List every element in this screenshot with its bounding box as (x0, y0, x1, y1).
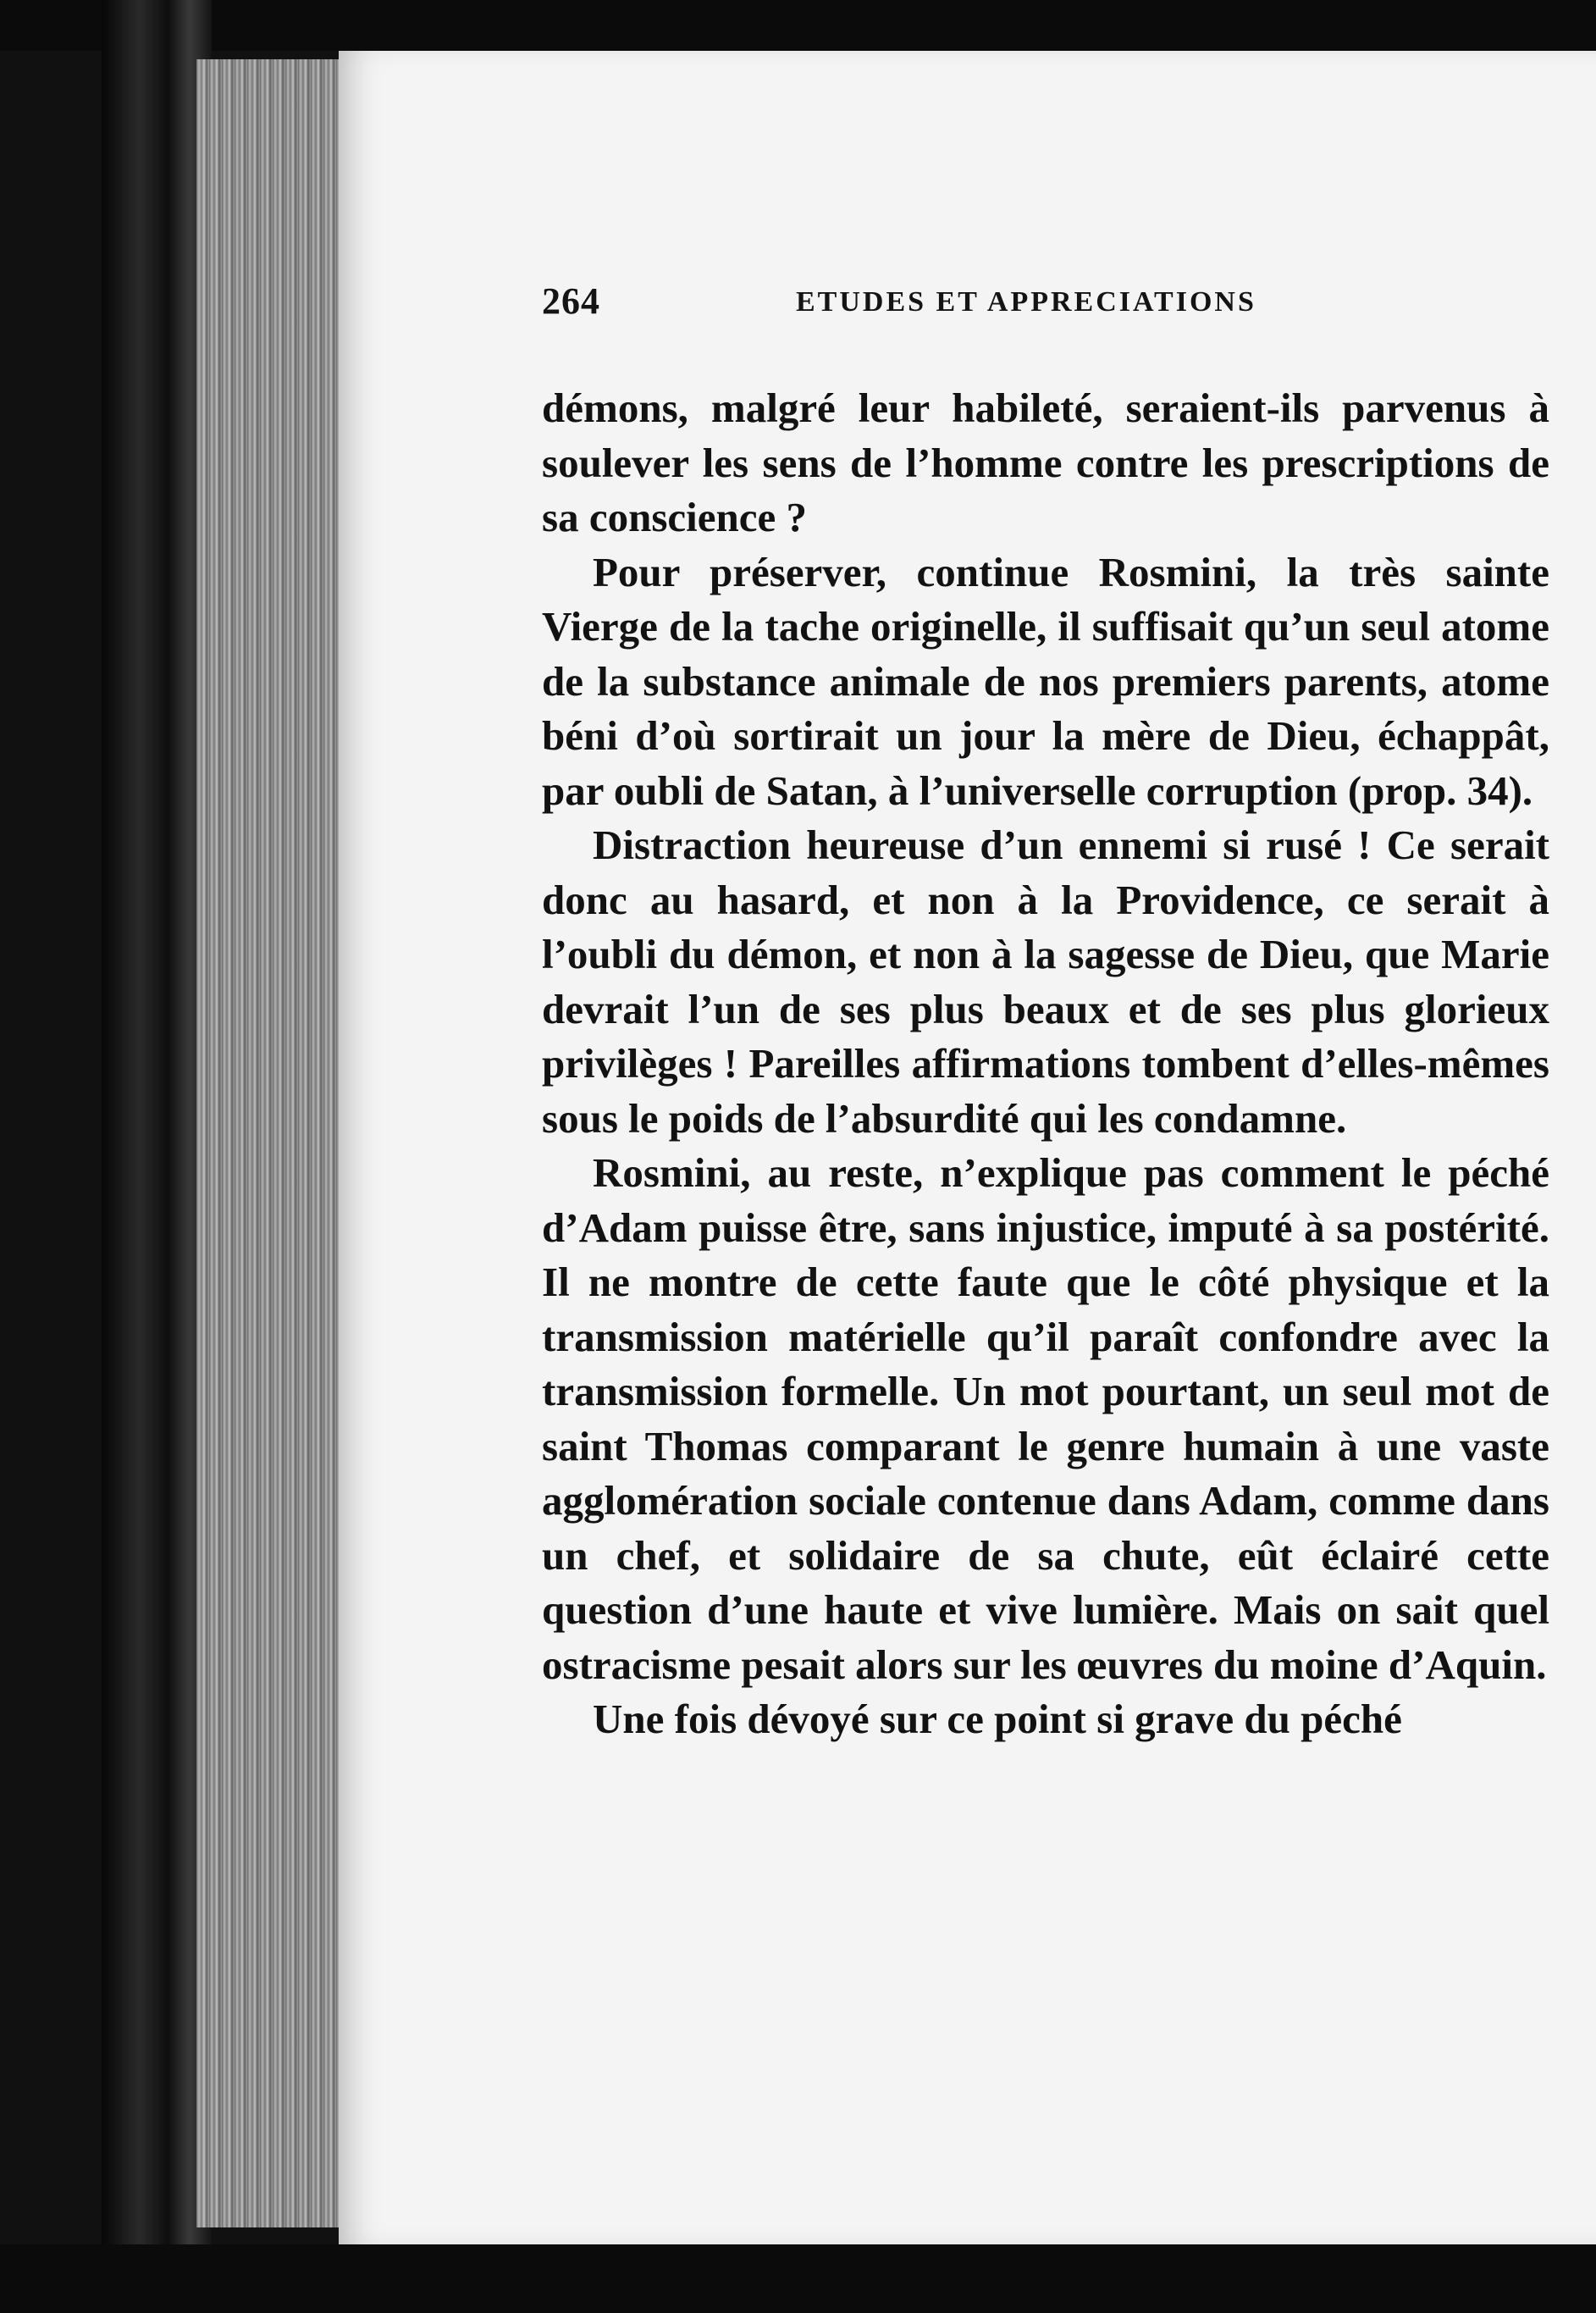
running-head: ETUDES ET APPRECIATIONS (796, 286, 1256, 318)
page-header (542, 279, 1558, 330)
paragraph-4: Rosmini, au reste, n’explique pas comment le péché d’Adam puisse être, sans injustice, imputé à sa postérité. Il ne montre de cette faute que le côté physique et la transmission matérielle qu’il paraît confondre avec la transmission formelle. Un mot pourtant, un seul mot de saint Thomas comparant le genre humain à une vaste agglomération sociale contenue dans Adam, comme dans un chef, et solidaire de sa chute, eût éclairé cette question d’une haute et vive lumière. Mais on sait quel ostracisme pesait alors sur les œuvres du moine d’Aquin. (542, 1149, 1549, 1688)
paragraph-1: démons, malgré leur habileté, seraient-ils parvenus à soulever les sens de l’homme contre les prescriptions de sa conscience ? (542, 385, 1549, 540)
paragraph-5: Une fois dévoyé sur ce point si grave du péché (593, 1696, 1402, 1742)
scan-background-bottom (0, 2244, 1596, 2313)
scan-background-top (0, 0, 1596, 51)
body-text (542, 381, 1549, 1747)
page-number: 264 (542, 280, 600, 322)
paragraph-2: Pour préserver, continue Rosmini, la très sainte Vierge de la tache originelle, il suffisait qu’un seul atome de la substance animale de nos premiers parents, atome béni d’où sortirait un jour la mère de Dieu, échappât, par oubli de Satan, à l’universelle corruption (prop. 34). (542, 548, 1549, 814)
book-spine (102, 0, 212, 2313)
paragraph-3: Distraction heureuse d’un ennemi si rusé ! Ce serait donc au hasard, et non à la Providence, ce serait à l’oubli du démon, et non à la sagesse de Dieu, que Marie devrait l’un de ses plus beaux et de ses plus glorieux privilèges ! Pareilles affirmations tombent d’elles-mêmes sous le poids de l’absurdité qui les condamne. (542, 822, 1549, 1142)
page-edges (196, 59, 357, 2227)
